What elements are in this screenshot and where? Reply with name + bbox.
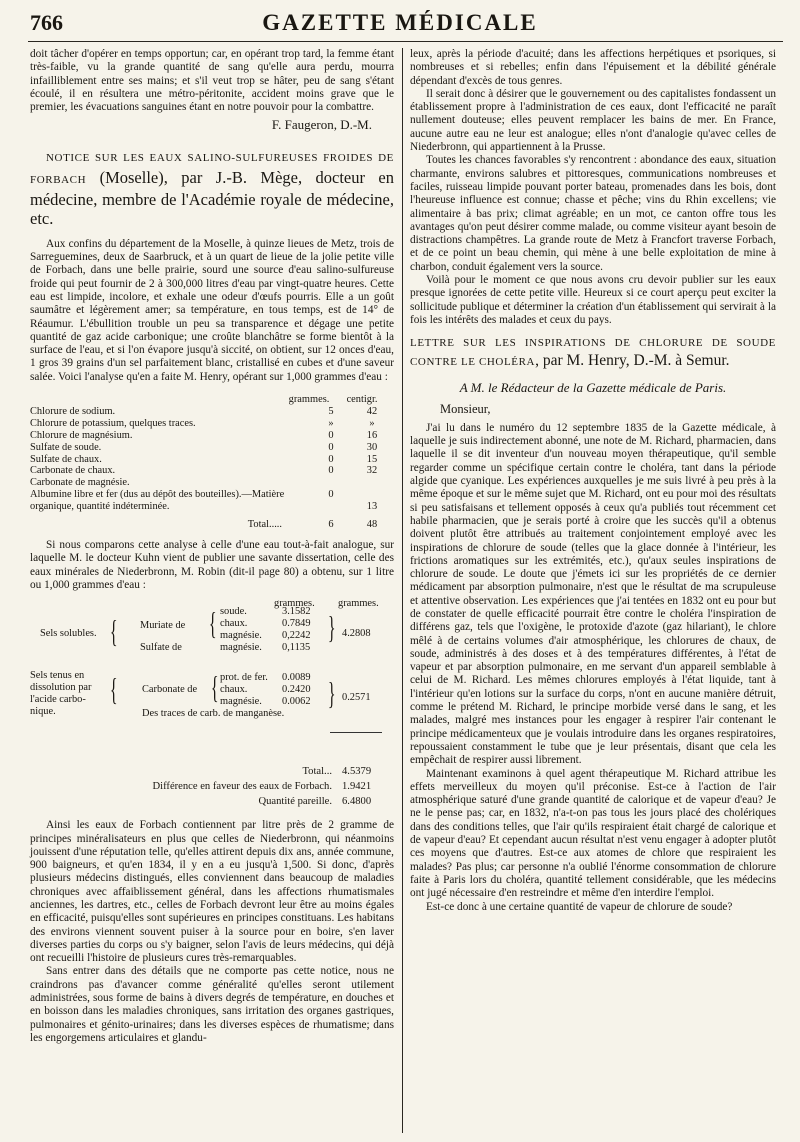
grammes-value: 5 bbox=[328, 405, 334, 417]
compound-name: Sulfate de chaux. bbox=[30, 453, 102, 465]
analysis-total bbox=[30, 519, 394, 531]
grammes-value bbox=[312, 477, 350, 489]
grammes-value: 0 bbox=[328, 489, 334, 501]
value: 3.1582 bbox=[282, 606, 311, 618]
centigr-value bbox=[350, 489, 394, 501]
paragraph: Ainsi les eaux de Forbach contiennent par litre près de 2 gramme de principes minéralisateurs en plus que celles de Niederbronn, qui néanmoins jouissent d'une réputation telle, qu'elles attirent depuis dix ans, année commune, 900 baigneurs, et qu'en 1834, il y en a eu jusqu'à 1,500. Si donc, d'après plusieurs médecins distingués, elles conviennent dans beaucoup de maladies chroniques avec affaiblissement général, dans les affections rhumatismales anciennes, les dartres, etc., celles de Forbach devront leur être au moins égales en efficacité, puisqu'elles sont supérieures en principes constituans. Les habitans des environs viennent souvent puiser à la source pour en boire, s'en laver diverses parties du corps ou s'y baigner, selon l'avis de leurs médecins, qui déjà ont recueilli l'histoire de plusieurs cures très-remarquables. bbox=[30, 819, 394, 965]
centigr-value: 13 bbox=[366, 501, 378, 513]
compound-name: organique, quantité indéterminée. bbox=[30, 501, 170, 513]
sum-label: Différence en faveur des eaux de Forbach. bbox=[152, 781, 332, 793]
right-column bbox=[410, 48, 776, 914]
centigr-value: » bbox=[369, 417, 375, 429]
brace: { bbox=[210, 669, 219, 706]
paragraph: Aux confins du département de la Moselle, à quinze lieues de Metz, trois de Sarreguemines, deux de Saarbruck, et à un quart de lieue de la jolie petite ville de Forbach, dans une belle prairie, sourd une source d'eau salino-sulfureuse froide qui peut fournir de 2 à 300,000 litres d'eau par vingt-quatre heures. Cette eau est limpide, incolore, et exhale une odeur d'œufs pourris. Elle a un goût saumâtre et légèrement amer; sa température, en tous temps, est de 14° de Réaumur. L'ébullition trouble un peu sa transparence et dégage une petite quantité de gaz acide carbonique; une croûte blanchâtre se forme bientôt à la surface de l'eau, et si l'on évapore jusqu'à siccité, on obtient, sur 12 onces d'eau, 1 gros 39 grains d'un sel parfaitement blanc, cristallisé en cubes et d'une saveur salée. Voici l'analyse qu'en a faite M. Henry, opérant sur 1,000 grammes d'eau : bbox=[30, 237, 394, 383]
paragraph: Maintenant examinons à quel agent thérapeutique M. Richard attribue les effets merveilleux du moyen qu'il préconise. Est-ce à l'action de l'air atmosphérique saturé d'une grande quantité de calorique et de vapeur d'eau? Je ne le pense pas; car, en 1832, n'a-t-on pas tous les jours placé des cholériques dans des conditions telles, que l'air qu'ils respiraient était chargé de calorique et de vapeur d'eau? Et cependant aucun résultat n'est venu engager à adopter plutôt ces moyens que d'autres. Est-ce aux atomes de chlore que respiraient les malades? Pas plus; car personne n'a oublié l'énorme consommation de chlorure faite à Paris lors du choléra, quantité tellement considérable, que les médecins ont jugé nécessaire d'en restreindre et même d'en interdire l'emploi. bbox=[410, 767, 776, 900]
left-column bbox=[30, 48, 394, 1045]
sum-value: 1.9421 bbox=[342, 781, 372, 793]
paragraph: Voilà pour le moment ce que nous avons cru devoir publier sur les eaux presque ignorées de cette petite ville. Heureux si ce court aperçu peut exciter la sollicitude publique et déterminer la création d'un établissement qui servirait à la fois les intérêts des malades et ceux du pays. bbox=[410, 274, 776, 326]
journal-title: GAZETTE MÉDICALE bbox=[262, 10, 538, 35]
compound: magnésie. bbox=[220, 696, 262, 708]
centigr-value: 32 bbox=[366, 465, 378, 477]
page-header bbox=[0, 0, 800, 36]
paragraph: Si nous comparons cette analyse à celle d'une eau tout-à-fait analogue, sur laquelle M. le docteur Kuhn vient de publier une savante dissertation, celle des eaux minérales de Niederbronn, M. Robin (dit-il page 80) a obtenu, sur 1 litre ou 1,000 grammes d'eau : bbox=[30, 539, 394, 591]
sums-block bbox=[30, 764, 394, 809]
value: 0,1135 bbox=[282, 642, 311, 654]
subtotal: 4.2808 bbox=[342, 628, 371, 640]
paragraph: Sans entrer dans des détails que ne comporte pas cette notice, nous ne craindrons pas d'avancer comme généralité qu'elles seront utilement administrées, sous forme de bains à divers degrés de température, en douches et en boisson dans les maladies chroniques, sans irritation des organes gastriques, pulmonaires et génito-urinaires; dans les diverses espèces de rhumatisme; dans les engorgemens articulaires et glandu- bbox=[30, 965, 394, 1044]
traces-note: Des traces de carb. de manganèse. bbox=[142, 708, 285, 720]
paragraph: doit tâcher d'opérer en temps opportun; car, en opérant trop tard, la femme étant très-faible, vu la grande quantité de sang qu'elle aura perdu, mourra infailliblement entre ses mains; et s'il veut trop se hâter, peu de sang s'étant écoulé, il en résultera une métro-péritonite, accident moins grave que le premier, les évacuations sanguines étant en notre pouvoir pour la combattre. bbox=[30, 48, 394, 114]
grammes-value: 0 bbox=[328, 453, 334, 465]
compound: chaux. bbox=[220, 684, 248, 696]
analysis-row bbox=[30, 501, 394, 513]
group-label: nique. bbox=[30, 706, 56, 718]
sum-row bbox=[30, 764, 394, 779]
grammes-value bbox=[312, 501, 350, 513]
value: 0.0062 bbox=[282, 696, 311, 708]
article-title-rest: (Moselle), par J.-B. Mège, docteur en médecine, membre de l'Académie royale de médecine, etc. bbox=[30, 167, 394, 228]
grammes-value: 0 bbox=[328, 429, 334, 441]
paragraph: Toutes les chances favorables s'y rencontrent : abondance des eaux, situation charmante, environs salubres et pittoresques, communications nombreuses et faciles, ruisseau limpide pouvant porter bateau, promenades dans les bois, dont l'heureuse influence est connue; chasse et pêche; vins du Rhin excellens; vie alimentaire à bas prix; climat agréable; en un mot, ce canton offre tous les avantages qu'on peut désirer comme malade, ou comme visiteur ayant besoin de distractions champêtres. La grande route de Metz à Francfort traverse Forbach, et de ce point un beau chemin, qui mène à une belle exploitation de mine à charbon, conduit également vers la source. bbox=[410, 154, 776, 273]
brace: } bbox=[327, 675, 336, 712]
value: 0.0089 bbox=[282, 672, 311, 684]
letter-title-caps: LETTRE SUR LES INSPIRATIONS DE CHLORURE DE SOUDE CONTRE LE CHOLÉRA bbox=[410, 337, 776, 369]
grammes-value: 0 bbox=[328, 441, 334, 453]
column-divider bbox=[402, 48, 403, 1133]
group-label: dissolution par bbox=[30, 682, 92, 694]
centigr-value bbox=[350, 477, 394, 489]
compound-name: Chlorure de magnésium. bbox=[30, 429, 133, 441]
sum-row bbox=[30, 779, 394, 794]
total-label: Total..... bbox=[247, 519, 282, 531]
compound: chaux. bbox=[220, 618, 248, 630]
analysis-rows bbox=[30, 406, 394, 513]
salt-label: Muriate de bbox=[140, 620, 186, 632]
compound: magnésie. bbox=[220, 642, 262, 654]
author-signature: F. Faugeron, D.-M. bbox=[271, 117, 372, 133]
col-header-grammes: grammes. bbox=[274, 598, 315, 610]
analysis-row bbox=[30, 454, 394, 466]
col-header-centigr: centigr. bbox=[346, 394, 378, 406]
compound: prot. de fer. bbox=[220, 672, 268, 684]
subtotal: 0.2571 bbox=[342, 692, 371, 704]
analysis-row bbox=[30, 442, 394, 454]
grammes-value: 0 bbox=[328, 465, 334, 477]
letter-title-rest: , par M. Henry, D.-M. à Semur. bbox=[535, 352, 730, 370]
compound-name: Carbonate de chaux. bbox=[30, 465, 116, 477]
sum-value: 4.5379 bbox=[342, 766, 372, 778]
total-centigr: 48 bbox=[366, 519, 378, 531]
brace: } bbox=[327, 609, 336, 646]
paragraph: Il serait donc à désirer que le gouvernement ou des capitalistes fondassent un établissement propre à l'administration de ces eaux, dont l'efficacité ne paraît nullement douteuse; elles peuvent remplacer les bains de mer. En France, aucune autre eau ne leur est analogue; elles n'ont d'analogie qu'avec celles de Niederbronn, qui appartiennent à la Prusse. bbox=[410, 87, 776, 154]
analysis-row bbox=[30, 489, 394, 501]
analysis-table bbox=[30, 394, 394, 531]
centigr-value: 42 bbox=[366, 405, 378, 417]
sum-label: Total... bbox=[302, 766, 332, 778]
group-label: Sels solubles. bbox=[40, 628, 97, 640]
compound-name: Albumine libre et fer (dus au dépôt des bouteilles).—Matière bbox=[30, 489, 285, 501]
group-label: Sels tenus en bbox=[30, 670, 85, 682]
value: 0.7849 bbox=[282, 618, 311, 630]
salt-label: Carbonate de bbox=[142, 684, 198, 696]
greeting: Monsieur, bbox=[440, 401, 491, 416]
article-title-caps: NOTICE SUR LES EAUX SALINO-SULFUREUSES FROIDES DE FORBACH bbox=[30, 151, 394, 186]
mineral-table bbox=[30, 598, 394, 758]
article-title bbox=[30, 146, 394, 228]
analysis-row bbox=[30, 430, 394, 442]
page-number: 766 bbox=[30, 10, 63, 35]
compound-name: Carbonate de magnésie. bbox=[30, 477, 130, 489]
analysis-row bbox=[30, 465, 394, 477]
brace: { bbox=[109, 671, 118, 708]
brace: { bbox=[109, 613, 118, 650]
compound-name: Sulfate de soude. bbox=[30, 441, 102, 453]
col-header-grammes: grammes. bbox=[338, 598, 379, 610]
sum-label: Quantité pareille. bbox=[258, 796, 332, 808]
group-label: l'acide carbo- bbox=[30, 694, 86, 706]
sum-value: 6.4800 bbox=[342, 796, 372, 808]
analysis-row bbox=[30, 477, 394, 489]
compound-name: Chlorure de sodium. bbox=[30, 405, 116, 417]
centigr-value: 15 bbox=[366, 453, 378, 465]
paragraph: J'ai lu dans le numéro du 12 septembre 1835 de la Gazette médicale, à laquelle je suis indirectement abonné, une note de M. Richard, pharmacien, dans laquelle il se dit inventeur d'un nouveau moyen thérapeutique, qu'il semble regarder comme un spécifique certain contre le choléra, tant dans la période algide que cyanique. Les expériences auxquelles je me suis livré à peu près à la même époque et sur le même sujet que M. Richard, ont eu pour moi des résultats si peu satisfaisans et tellement opposés à ceux qu'a publiés tout récemment cet habile pharmacien, que je serais porté à croire que les succès qu'il a obtenus doivent plutôt être attribués au traitement conjointement employé avec les inspirations de chlorure de soude (telles que la glace donnée à l'intérieur, les frictions aromatiques sur les extrémités, etc.), qu'aux seules inspirations de chlorure de soude. Le doute que j'émets ici sur les propriétés de ce dernier médicament par absorption pulmonaire, n'est que le résultat de ma scrupuleuse et attentive observation. Les expériences que j'ai tentées en 1832 ont eu pour but de constater de quelle efficacité pourrait être contre le choléra l'inspiration de différens gaz, tels que l'oxigène, le protoxide d'azote (gaz hilariant), le chlore mêlé à de certains volumes d'air atmosphérique, les chlorures de chaux, de soude, administrés à des doses et à des températures différentes, à l'état de vapeur et par absorption pulmonaire, en me servant d'un appareil semblable à celui de M. Richard. Les mêmes chlorures employés à l'état liquide, tant à l'intérieur qu'en lotions sur la surface du corps, n'ont en aucune manière détruit, comme le prétend M. Richard, le principe morbide versé dans le sang, et les malades, malgré mes instances pour les engager à respirer l'air contenant le principe médicamenteux que je voulais introduire dans les organes respiratoires, repoussaient constamment le tube que je leur présentais, disant que cela les empêchait de respirer aussi librement. bbox=[410, 421, 776, 767]
analysis-row bbox=[30, 418, 394, 430]
grammes-value: » bbox=[328, 417, 334, 429]
brace: { bbox=[208, 605, 217, 642]
letter-title bbox=[410, 333, 776, 371]
value: 0.2420 bbox=[282, 684, 311, 696]
paragraph: Est-ce donc à une certaine quantité de vapeur de chlorure de soude? bbox=[426, 900, 733, 913]
paragraph: leux, après la période d'acuité; dans les affections herpétiques et psoriques, si nombreuses et si rebelles; enfin dans l'épuisement et la débilité générale dépendant d'excès de tous genres. bbox=[410, 48, 776, 87]
sum-row bbox=[30, 794, 394, 809]
salutation: A M. le Rédacteur de la Gazette médicale de Paris. bbox=[459, 380, 727, 396]
value: 0,2242 bbox=[282, 630, 311, 642]
compound: magnésie. bbox=[220, 630, 262, 642]
header-rule bbox=[28, 41, 783, 42]
centigr-value: 30 bbox=[366, 441, 378, 453]
analysis-header bbox=[30, 394, 394, 406]
total-grammes: 6 bbox=[328, 519, 334, 531]
sum-rule bbox=[330, 732, 382, 733]
centigr-value: 16 bbox=[366, 429, 378, 441]
compound: soude. bbox=[220, 606, 247, 618]
analysis-row bbox=[30, 406, 394, 418]
salt-label: Sulfate de bbox=[140, 642, 182, 654]
col-header-grammes: grammes. bbox=[288, 394, 330, 406]
compound-name: Chlorure de potassium, quelques traces. bbox=[30, 417, 196, 429]
